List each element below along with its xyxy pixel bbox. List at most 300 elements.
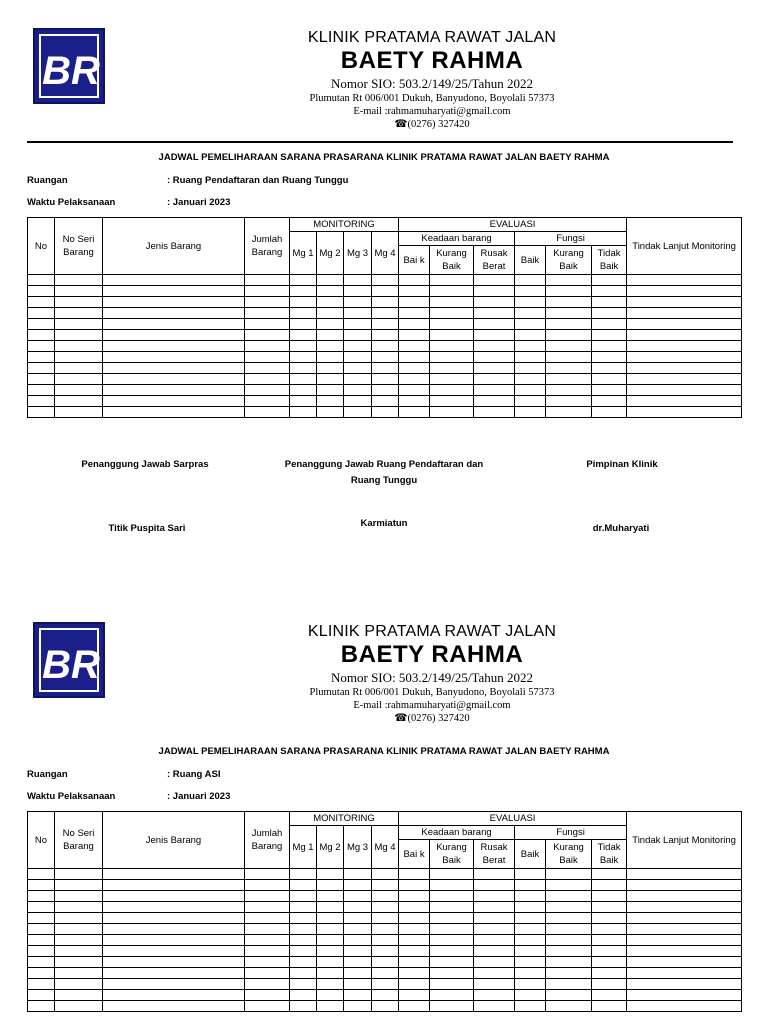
table-cell	[399, 374, 430, 385]
table-cell	[28, 407, 55, 418]
table-cell	[28, 891, 55, 902]
ruangan-value: : Ruang ASI	[167, 769, 221, 780]
table-cell	[592, 352, 627, 363]
clinic-phone: ☎(0276) 327420	[394, 713, 470, 724]
table-row	[28, 913, 742, 924]
table-cell	[28, 341, 55, 352]
table-cell	[28, 352, 55, 363]
table-cell	[474, 275, 515, 286]
table-cell	[515, 957, 546, 968]
table-cell	[55, 286, 103, 297]
table-cell	[399, 363, 430, 374]
table-cell	[592, 924, 627, 935]
table-cell	[372, 880, 399, 891]
table-cell	[317, 979, 344, 990]
table-cell	[245, 363, 290, 374]
table-cell	[103, 880, 245, 891]
table-cell	[399, 913, 430, 924]
table-cell	[344, 319, 372, 330]
table-cell	[55, 308, 103, 319]
table-cell	[317, 935, 344, 946]
table-cell	[515, 968, 546, 979]
col-keadaan: Keadaan barang	[399, 232, 515, 246]
table-cell	[546, 880, 592, 891]
sig-name-pimpinan: dr.Muharyati	[592, 523, 650, 534]
table-cell	[290, 363, 317, 374]
table-cell	[546, 913, 592, 924]
table-cell	[245, 957, 290, 968]
table-cell	[317, 407, 344, 418]
col-monitoring: MONITORING	[290, 218, 399, 232]
table-cell	[627, 286, 742, 297]
table-cell	[627, 385, 742, 396]
col-no: No	[28, 218, 55, 275]
table-cell	[372, 319, 399, 330]
table-cell	[103, 363, 245, 374]
clinic-logo	[33, 28, 105, 104]
maintenance-table	[27, 217, 742, 418]
table-cell	[515, 979, 546, 990]
table-cell	[55, 363, 103, 374]
table-cell	[344, 286, 372, 297]
table-cell	[344, 913, 372, 924]
table-cell	[627, 275, 742, 286]
table-cell	[344, 396, 372, 407]
table-cell	[317, 869, 344, 880]
table-cell	[399, 1001, 430, 1012]
table-cell	[245, 979, 290, 990]
table-cell	[245, 297, 290, 308]
sio-number: Nomor SIO: 503.2/149/25/Tahun 2022	[330, 670, 534, 685]
logo-text: BR	[42, 49, 100, 93]
table-cell	[430, 935, 474, 946]
table-cell	[399, 396, 430, 407]
table-cell	[372, 363, 399, 374]
table-cell	[245, 924, 290, 935]
table-cell	[103, 385, 245, 396]
table-cell	[28, 913, 55, 924]
table-cell	[546, 902, 592, 913]
table-cell	[372, 396, 399, 407]
table-cell	[372, 1001, 399, 1012]
table-cell	[290, 968, 317, 979]
table-cell	[546, 385, 592, 396]
table-cell	[28, 902, 55, 913]
table-cell	[546, 308, 592, 319]
table-cell	[28, 968, 55, 979]
table-cell	[474, 363, 515, 374]
waktu-label: Waktu Pelaksanaan	[27, 791, 116, 802]
table-cell	[372, 990, 399, 1001]
table-cell	[399, 330, 430, 341]
table-cell	[474, 407, 515, 418]
table-cell	[290, 352, 317, 363]
table-cell	[627, 869, 742, 880]
table-cell	[317, 968, 344, 979]
table-cell	[290, 891, 317, 902]
table-cell	[245, 407, 290, 418]
table-cell	[474, 935, 515, 946]
table-cell	[399, 869, 430, 880]
table-cell	[474, 308, 515, 319]
table-cell	[103, 869, 245, 880]
table-cell	[344, 308, 372, 319]
table-row	[28, 407, 742, 418]
document-title: JADWAL PEMELIHARAAN SARANA PRASARANA KLINIK PRATAMA RAWAT JALAN BAETY RAHMA	[158, 746, 610, 757]
table-cell	[515, 1001, 546, 1012]
table-cell	[317, 330, 344, 341]
table-cell	[290, 341, 317, 352]
sio-number: Nomor SIO: 503.2/149/25/Tahun 2022	[330, 76, 534, 91]
table-cell	[372, 957, 399, 968]
col-keadaan-kurang: Kurang Baik	[430, 246, 474, 275]
table-cell	[474, 374, 515, 385]
table-cell	[474, 880, 515, 891]
table-cell	[399, 286, 430, 297]
table-cell	[103, 319, 245, 330]
table-cell	[290, 308, 317, 319]
col-jumlah: Jumlah Barang	[245, 218, 290, 275]
table-cell	[515, 407, 546, 418]
table-cell	[103, 946, 245, 957]
table-cell	[546, 319, 592, 330]
table-cell	[344, 341, 372, 352]
table-cell	[317, 363, 344, 374]
table-cell	[399, 880, 430, 891]
col-mg1: Mg 1	[290, 826, 317, 869]
table-cell	[55, 374, 103, 385]
table-cell	[344, 979, 372, 990]
table-cell	[103, 935, 245, 946]
table-cell	[245, 913, 290, 924]
col-fungsi-baik: Baik	[515, 246, 546, 275]
table-cell	[55, 946, 103, 957]
table-row	[28, 880, 742, 891]
table-cell	[399, 385, 430, 396]
table-cell	[515, 341, 546, 352]
table-cell	[474, 1001, 515, 1012]
table-row	[28, 341, 742, 352]
table-cell	[515, 319, 546, 330]
table-cell	[627, 957, 742, 968]
table-cell	[474, 385, 515, 396]
table-cell	[55, 968, 103, 979]
table-cell	[55, 407, 103, 418]
col-mg1: Mg 1	[290, 232, 317, 275]
table-cell	[103, 979, 245, 990]
col-no: No	[28, 812, 55, 869]
ruangan-value: : Ruang Pendaftaran dan Ruang Tunggu	[167, 175, 349, 186]
col-keadaan: Keadaan barang	[399, 826, 515, 840]
clinic-type: KLINIK PRATAMA RAWAT JALAN	[307, 29, 557, 46]
table-cell	[317, 880, 344, 891]
table-row	[28, 935, 742, 946]
table-cell	[515, 385, 546, 396]
table-cell	[592, 902, 627, 913]
table-cell	[515, 286, 546, 297]
table-cell	[430, 319, 474, 330]
col-evaluasi: EVALUASI	[399, 812, 627, 826]
table-cell	[627, 990, 742, 1001]
table-cell	[627, 297, 742, 308]
table-cell	[372, 286, 399, 297]
table-cell	[515, 352, 546, 363]
table-cell	[515, 396, 546, 407]
table-cell	[515, 297, 546, 308]
table-cell	[317, 924, 344, 935]
table-cell	[290, 286, 317, 297]
table-cell	[430, 297, 474, 308]
table-cell	[372, 352, 399, 363]
col-no-seri: No Seri Barang	[55, 218, 103, 275]
table-cell	[372, 374, 399, 385]
table-cell	[430, 308, 474, 319]
table-cell	[592, 286, 627, 297]
table-cell	[515, 275, 546, 286]
table-cell	[399, 297, 430, 308]
table-cell	[546, 935, 592, 946]
table-cell	[245, 352, 290, 363]
sig-name-ruang: Karmiatun	[360, 518, 408, 529]
table-cell	[317, 352, 344, 363]
table-cell	[546, 946, 592, 957]
table-cell	[430, 275, 474, 286]
table-cell	[592, 869, 627, 880]
table-row	[28, 297, 742, 308]
table-cell	[546, 891, 592, 902]
table-cell	[399, 957, 430, 968]
table-cell	[515, 913, 546, 924]
table-cell	[344, 891, 372, 902]
table-cell	[430, 891, 474, 902]
table-row	[28, 363, 742, 374]
table-cell	[474, 286, 515, 297]
table-cell	[592, 891, 627, 902]
table-cell	[515, 924, 546, 935]
table-cell	[399, 968, 430, 979]
table-cell	[55, 319, 103, 330]
table-cell	[399, 341, 430, 352]
table-cell	[344, 330, 372, 341]
col-mg3: Mg 3	[344, 826, 372, 869]
table-cell	[546, 330, 592, 341]
table-cell	[290, 957, 317, 968]
table-cell	[103, 308, 245, 319]
table-cell	[55, 297, 103, 308]
table-cell	[430, 979, 474, 990]
table-cell	[55, 979, 103, 990]
table-cell	[399, 891, 430, 902]
table-cell	[515, 990, 546, 1001]
table-cell	[55, 341, 103, 352]
table-cell	[627, 341, 742, 352]
table-cell	[290, 396, 317, 407]
table-cell	[28, 330, 55, 341]
table-cell	[245, 935, 290, 946]
table-row	[28, 869, 742, 880]
table-cell	[430, 341, 474, 352]
table-cell	[399, 924, 430, 935]
table-cell	[399, 902, 430, 913]
table-cell	[290, 319, 317, 330]
table-cell	[245, 968, 290, 979]
table-cell	[592, 319, 627, 330]
sig-role-pimpinan: Pimpinan Klinik	[586, 459, 658, 470]
table-cell	[546, 396, 592, 407]
table-row	[28, 891, 742, 902]
table-cell	[28, 979, 55, 990]
table-cell	[245, 286, 290, 297]
table-cell	[515, 308, 546, 319]
table-cell	[103, 924, 245, 935]
table-row	[28, 385, 742, 396]
table-cell	[344, 385, 372, 396]
table-cell	[399, 990, 430, 1001]
col-mg3: Mg 3	[344, 232, 372, 275]
table-cell	[372, 913, 399, 924]
table-cell	[546, 341, 592, 352]
table-cell	[55, 330, 103, 341]
table-cell	[103, 968, 245, 979]
table-cell	[592, 363, 627, 374]
table-cell	[627, 363, 742, 374]
table-cell	[474, 946, 515, 957]
table-cell	[592, 341, 627, 352]
table-cell	[515, 869, 546, 880]
table-cell	[103, 891, 245, 902]
table-cell	[245, 902, 290, 913]
table-cell	[290, 1001, 317, 1012]
table-cell	[290, 880, 317, 891]
table-cell	[245, 275, 290, 286]
table-cell	[28, 880, 55, 891]
table-cell	[592, 1001, 627, 1012]
waktu-label: Waktu Pelaksanaan	[27, 197, 116, 208]
table-cell	[627, 1001, 742, 1012]
waktu-value: : Januari 2023	[167, 197, 231, 208]
table-row	[28, 902, 742, 913]
table-row	[28, 979, 742, 990]
table-cell	[344, 990, 372, 1001]
table-cell	[430, 957, 474, 968]
table-cell	[546, 363, 592, 374]
clinic-logo	[33, 622, 105, 698]
table-cell	[430, 363, 474, 374]
letterhead	[200, 29, 664, 131]
table-cell	[103, 913, 245, 924]
table-cell	[245, 319, 290, 330]
table-cell	[103, 352, 245, 363]
col-fungsi: Fungsi	[515, 232, 627, 246]
table-cell	[317, 957, 344, 968]
table-row	[28, 990, 742, 1001]
table-cell	[103, 275, 245, 286]
table-cell	[55, 275, 103, 286]
col-fungsi-tidak: Tidak Baik	[592, 246, 627, 275]
table-cell	[592, 957, 627, 968]
table-cell	[592, 385, 627, 396]
table-cell	[245, 396, 290, 407]
table-row	[28, 946, 742, 957]
table-cell	[317, 946, 344, 957]
table-cell	[103, 297, 245, 308]
table-cell	[546, 1001, 592, 1012]
table-cell	[515, 891, 546, 902]
logo-text: BR	[42, 643, 100, 687]
table-cell	[546, 407, 592, 418]
table-cell	[28, 924, 55, 935]
table-cell	[344, 374, 372, 385]
table-cell	[474, 979, 515, 990]
table-cell	[344, 902, 372, 913]
table-cell	[28, 363, 55, 374]
table-cell	[474, 990, 515, 1001]
table-cell	[290, 869, 317, 880]
table-row	[28, 374, 742, 385]
table-cell	[103, 396, 245, 407]
table-cell	[399, 275, 430, 286]
table-cell	[430, 407, 474, 418]
table-cell	[515, 330, 546, 341]
table-cell	[372, 935, 399, 946]
table-cell	[28, 869, 55, 880]
table-cell	[290, 374, 317, 385]
table-row	[28, 957, 742, 968]
table-cell	[28, 319, 55, 330]
table-cell	[28, 957, 55, 968]
table-cell	[430, 330, 474, 341]
col-keadaan-kurang: Kurang Baik	[430, 840, 474, 869]
table-cell	[245, 330, 290, 341]
table-cell	[399, 319, 430, 330]
table-cell	[344, 924, 372, 935]
table-cell	[592, 374, 627, 385]
table-cell	[592, 935, 627, 946]
table-row	[28, 968, 742, 979]
table-cell	[627, 935, 742, 946]
table-cell	[627, 979, 742, 990]
table-cell	[245, 341, 290, 352]
table-cell	[430, 946, 474, 957]
table-cell	[103, 374, 245, 385]
table-cell	[317, 275, 344, 286]
table-cell	[290, 902, 317, 913]
table-cell	[55, 902, 103, 913]
table-cell	[317, 286, 344, 297]
table-cell	[103, 902, 245, 913]
table-cell	[245, 385, 290, 396]
table-cell	[245, 880, 290, 891]
table-cell	[592, 990, 627, 1001]
clinic-address: Plumutan Rt 006/001 Dukuh, Banyudono, Boyolali 57373	[309, 687, 555, 698]
table-cell	[344, 1001, 372, 1012]
waktu-value: : Januari 2023	[167, 791, 231, 802]
table-row	[28, 352, 742, 363]
clinic-type: KLINIK PRATAMA RAWAT JALAN	[307, 623, 557, 640]
table-cell	[290, 407, 317, 418]
col-fungsi-baik: Baik	[515, 840, 546, 869]
table-cell	[103, 286, 245, 297]
table-cell	[372, 385, 399, 396]
table-cell	[372, 891, 399, 902]
col-jenis: Jenis Barang	[103, 812, 245, 869]
table-cell	[627, 308, 742, 319]
table-cell	[627, 891, 742, 902]
col-jenis: Jenis Barang	[103, 218, 245, 275]
phone-icon: ☎	[394, 713, 408, 724]
table-cell	[592, 396, 627, 407]
table-cell	[290, 924, 317, 935]
